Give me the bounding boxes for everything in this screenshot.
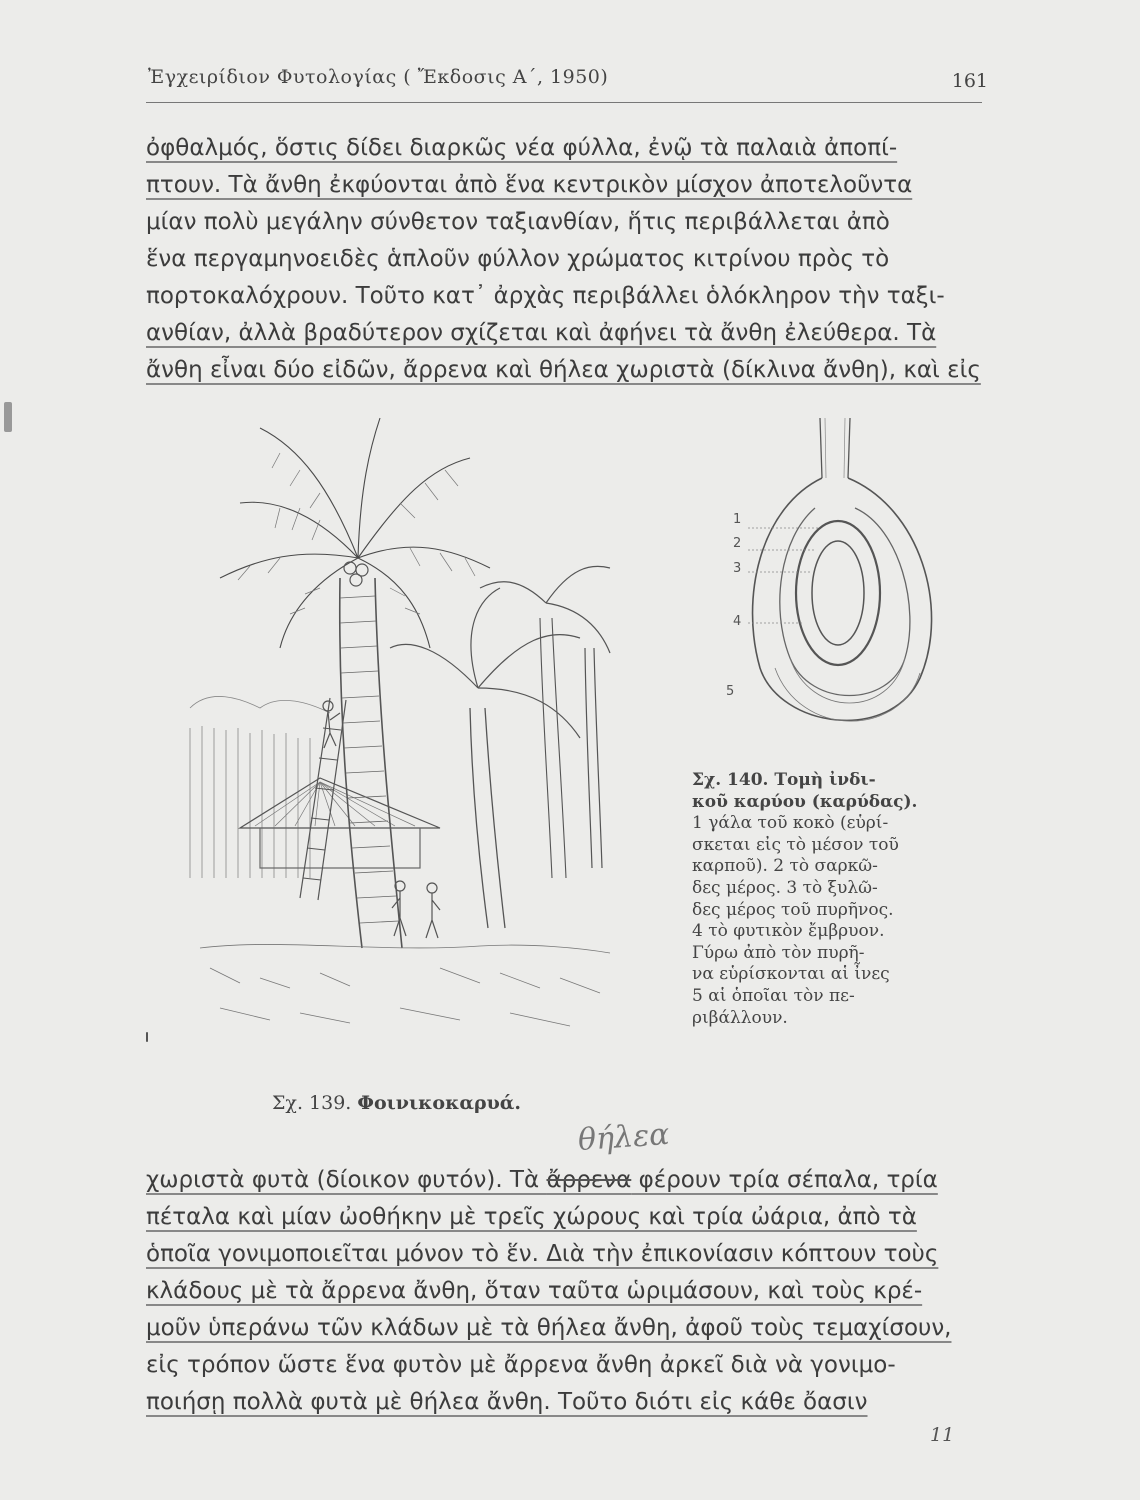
text-line: ἕνα περγαμηνοειδὲς ἁπλοῦν φύλλον χρώματος κιτρίνου πρὸς τὸ — [146, 246, 890, 272]
text-line: μοῦν ὑπεράνω τῶν κλάδων μὲ τὰ θήλεα ἄνθη, ἀφοῦ τοὺς τεμαχίσουν, — [146, 1315, 952, 1341]
running-header — [148, 66, 988, 96]
caption-prefix: Σχ. 139. — [272, 1092, 352, 1114]
caption-text: Φοινικοκαρυά. — [357, 1092, 522, 1114]
caption-line: 4 τὸ φυτικὸν ἔμβρυον. — [692, 921, 885, 942]
caption-line: 1 γάλα τοῦ κοκὸ (εὑρί- — [692, 813, 889, 834]
figure-label-3: 3 — [733, 561, 742, 576]
paragraph-top — [146, 130, 990, 389]
caption-line: δες μέρος τοῦ πυρῆνος. — [692, 899, 894, 920]
caption-line: να εὑρίσκονται αἱ ἶνες — [692, 964, 890, 985]
caption-line: 5 αἱ ὁποῖαι τὸν πε- — [692, 985, 855, 1006]
caption-line: Γύρω ἀπὸ τὸν πυρῆ- — [692, 942, 865, 963]
handwritten-note: θήλεα — [576, 1116, 671, 1159]
text-segment: χωριστὰ φυτὰ (δίοικον φυτόν). Τὰ — [146, 1167, 547, 1193]
caption-line: ριβάλλουν. — [692, 1007, 788, 1028]
text-line: κλάδους μὲ τὰ ἄρρενα ἄνθη, ὅταν ταῦτα ὡριμάσουν, καὶ τοὺς κρέ- — [146, 1278, 923, 1304]
header-rule — [146, 102, 982, 103]
struck-word: ἄρρενα — [546, 1167, 632, 1193]
text-line: ἄνθη εἶναι δύο εἰδῶν, ἄρρενα καὶ θήλεα χωριστὰ (δίκλινα ἄνθη), καὶ εἰς — [146, 357, 981, 383]
paragraph-bottom — [146, 1162, 990, 1421]
caption-line: Σχ. 140. Τομὴ ἰνδι- — [692, 770, 876, 790]
text-segment: φέρουν τρία σέπαλα, τρία — [631, 1167, 938, 1193]
caption-line: δες μέρος. 3 τὸ ξυλῶ- — [692, 877, 878, 898]
text-line: πτουν. Τὰ ἄνθη ἐκφύονται ἀπὸ ἕνα κεντρικὸν μίσχον ἀποτελοῦντα — [146, 172, 913, 198]
caption-line: καρποῦ). 2 τὸ σαρκῶ- — [692, 856, 878, 877]
text-line — [146, 1162, 990, 1199]
text-line: μίαν πολὺ μεγάλην σύνθετον ταξιανθίαν, ἥτις περιβάλλεται ἀπὸ — [146, 209, 890, 235]
coconut-section-illustration — [720, 418, 970, 758]
palm-tree-illustration — [180, 408, 620, 1058]
figure-140-caption — [692, 770, 962, 1029]
figure-label-2: 2 — [733, 536, 742, 551]
edge-mark — [4, 402, 12, 432]
figure-label-4: 4 — [733, 614, 742, 629]
signature-number: 11 — [930, 1424, 955, 1446]
caption-line: σκεται εἰς τὸ μέσον τοῦ — [692, 834, 899, 855]
text-line: εἰς τρόπον ὥστε ἕνα φυτὸν μὲ ἄρρενα ἄνθη ἀρκεῖ διὰ νὰ γονιμο- — [146, 1352, 896, 1378]
figure-label-1: 1 — [733, 512, 742, 527]
ink-speck — [146, 1032, 148, 1042]
figure-139-caption — [272, 1092, 521, 1114]
caption-line: κοῦ καρύου (καρύδας). — [692, 791, 918, 812]
text-line: ποιήσῃ πολλὰ φυτὰ μὲ θήλεα ἄνθη. Τοῦτο διότι εἰς κάθε ὄασιν — [146, 1389, 868, 1415]
page-number: 161 — [951, 70, 988, 92]
text-line: ανθίαν, ἀλλὰ βραδύτερον σχίζεται καὶ ἀφήνει τὰ ἄνθη ἐλεύθερα. Τὰ — [146, 320, 937, 346]
text-line: πέταλα καὶ μίαν ὠοθήκην μὲ τρεῖς χώρους καὶ τρία ὠάρια, ἀπὸ τὰ — [146, 1204, 917, 1230]
book-title: Ἐγχειρίδιον Φυτολογίας ( Ἔκδοσις Α΄, 1950) — [148, 66, 609, 88]
text-line: ὀφθαλμός, ὅστις δίδει διαρκῶς νέα φύλλα, ἐνῷ τὰ παλαιὰ ἀποπί- — [146, 135, 898, 161]
text-line: πορτοκαλόχρουν. Τοῦτο κατ᾽ ἀρχὰς περιβάλλει ὁλόκληρον τὴν ταξι- — [146, 283, 945, 309]
text-line: ὁποῖα γονιμοποιεῖται μόνον τὸ ἕν. Διὰ τὴν ἐπικονίασιν κόπτουν τοὺς — [146, 1241, 939, 1267]
figure-label-5: 5 — [726, 684, 735, 699]
